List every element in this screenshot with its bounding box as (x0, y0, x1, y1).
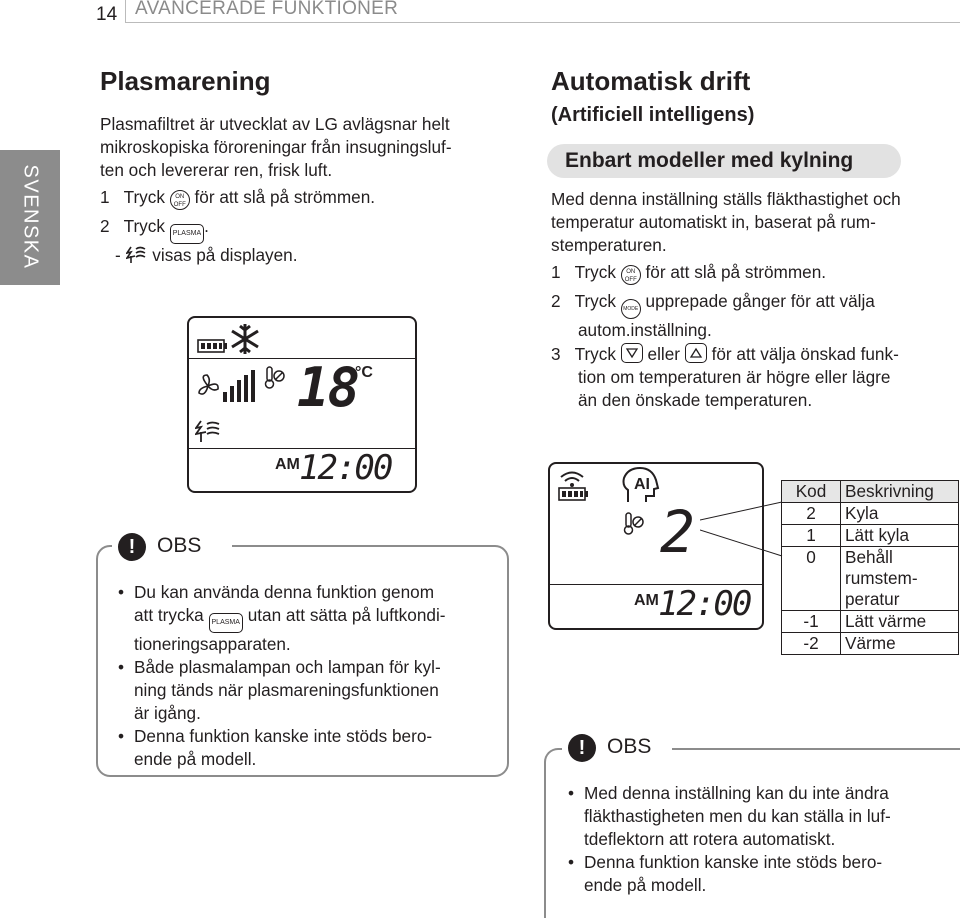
ai-indicator: AI (634, 476, 650, 493)
fan-icon (195, 373, 221, 399)
language-tab (0, 150, 60, 285)
auto-code-table (781, 480, 959, 655)
auto-step-3: 3 Tryck eller för att välja önskad funk- tion om temperaturen är högre eller lägre än den önskade temperaturen. (551, 344, 899, 410)
warning-icon: ! (118, 533, 146, 561)
list-item: • Med denna inställning kan du inte ändra fläkthastigheten men du kan ställa in luf- tdeflektorn att rotera automatiskt. (566, 782, 951, 851)
list-item: • Denna funktion kanske inte stöds bero- ende på modell. (566, 851, 951, 897)
warning-icon: ! (568, 734, 596, 762)
battery-icon (558, 486, 590, 502)
mode-button-icon: MODE (621, 299, 641, 319)
clock-readout: 12:00 (658, 584, 751, 624)
section-heading: AVANCERADE FUNKTIONER (135, 0, 399, 19)
fan-speed-bars-icon (223, 370, 257, 406)
auto-note-title: OBS (607, 735, 652, 758)
list-item: • Du kan använda denna funktion genom att trycka PLASMA utan att sätta på luftkondi- tioneringsapparaten. (116, 581, 496, 656)
table-row: 0 Behåll rumstem- peratur (782, 547, 959, 611)
cooling-snowflake-icon (229, 322, 261, 356)
table-row: 1 Lätt kyla (782, 525, 959, 547)
auto-code-readout: 2 (660, 498, 693, 566)
plasma-intro: Plasmafiltret är utvecklat av LG avlägsnar helt mikroskopiska föroreningar från insugningsluf- ten och levererar ren, frisk luft. (100, 114, 452, 180)
table-row: -2 Värme (782, 633, 959, 655)
table-row: -1 Lätt värme (782, 611, 959, 633)
language-label: SVENSKA (19, 164, 42, 270)
auto-mode-title: Automatisk drift (551, 66, 751, 96)
plasma-step-2-sub: - visas på displayen. (115, 245, 298, 265)
auto-step-2: 2 Tryck MODE upprepade gånger för att välja autom.inställning. (551, 291, 875, 340)
plasma-note-bullets (116, 581, 496, 771)
auto-note-bullets (566, 782, 951, 897)
on-off-button-icon: ON OFF (170, 190, 190, 210)
table-header-description: Beskrivning (841, 481, 959, 503)
wifi-icon (558, 468, 586, 488)
auto-intro: Med denna inställning ställs fläkthastighet och temperatur automatiskt in, baserat på rum- stemperaturen. (551, 189, 901, 255)
plasma-step-1: 1 Tryck ON OFF för att slå på strömmen. (100, 187, 376, 208)
list-item: • Både plasmalampan och lampan för kyl- ning tänds när plasmareningsfunktionen är igång. (116, 656, 496, 725)
plasma-button-icon: PLASMA (209, 613, 243, 633)
auto-mode-subtitle: (Artificiell intelligens) (551, 104, 755, 126)
page-number: 14 (96, 4, 118, 25)
table-header-code: Kod (782, 481, 841, 503)
auto-step-1: 1 Tryck ON OFF för att slå på strömmen. (551, 262, 827, 283)
on-off-button-icon: ON OFF (621, 265, 641, 285)
celsius-unit: °C (355, 364, 373, 381)
pointer-lines (700, 500, 784, 560)
battery-icon (197, 338, 229, 354)
list-item: • Denna funktion kanske inte stöds bero- ende på modell. (116, 725, 496, 771)
plasma-display (187, 316, 417, 493)
thermometer-icon (622, 512, 646, 536)
plasma-step-2: 2 Tryck PLASMA . (100, 215, 209, 244)
plasma-button-icon: PLASMA (170, 224, 204, 244)
temperature-readout: 18 (297, 356, 359, 419)
plasma-title: Plasmarening (100, 66, 271, 96)
thermometer-icon (263, 366, 287, 390)
temp-up-button-icon (685, 343, 707, 363)
clock-readout: 12:00 (299, 448, 392, 488)
table-row: 2 Kyla (782, 503, 959, 525)
temp-down-button-icon (621, 343, 643, 363)
am-indicator: AM (634, 592, 659, 609)
plasma-tree-icon (126, 244, 148, 264)
cooling-only-badge: Enbart modeller med kylning (547, 144, 901, 178)
am-indicator: AM (275, 456, 300, 473)
plasma-indicator-icon (195, 418, 223, 446)
plasma-note-title: OBS (157, 534, 202, 557)
